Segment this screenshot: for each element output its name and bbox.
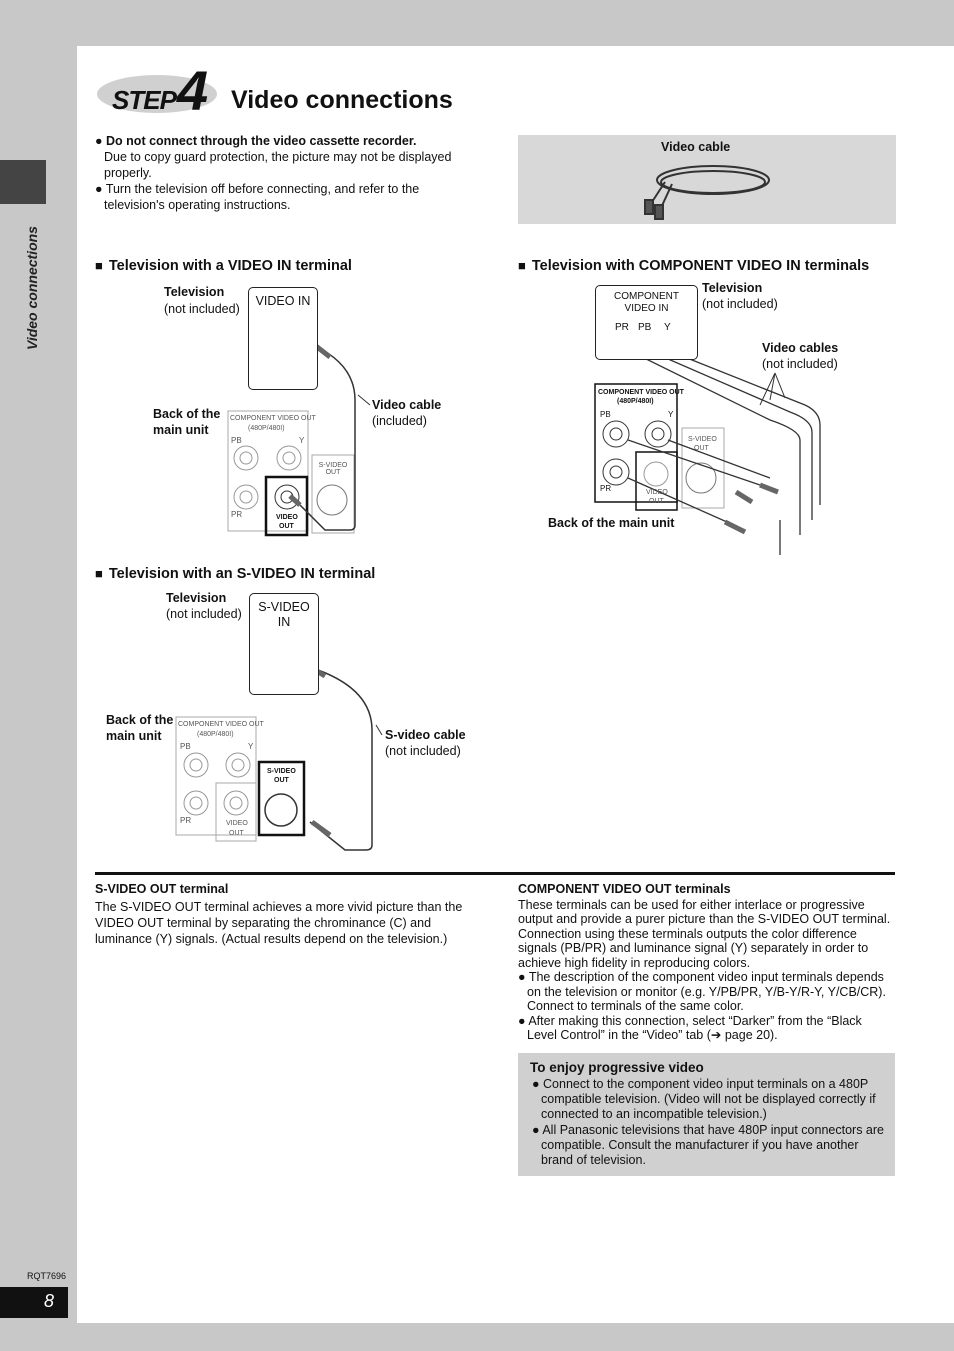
progressive-body [532,1077,886,1168]
sec2-video-2: OUT [649,498,664,505]
sec1-unit-label-2: main unit [153,423,209,437]
sec2-tv-pb: PB [638,322,652,333]
component-heading: COMPONENT VIDEO OUT terminals [518,882,731,896]
sec3-pr: PR [180,816,192,825]
sec1-tv-terminal: VIDEO IN [255,294,311,308]
sec2-y: Y [668,410,674,419]
sec2-tv-note: (not included) [702,297,778,311]
sec3-svideo-1: S-VIDEO [267,768,296,775]
svideo-column [95,882,480,947]
sec2-cables-note: (not included) [762,357,838,371]
progressive-bullet-1: ● Connect to the component video input terminals on a 480P compatible television. (Video will not be displayed correctly if connected to an incompatible television.) [532,1077,876,1121]
sec1-unit-label-1: Back of the [153,407,221,421]
sec2-cables-label: Video cables [762,341,839,355]
component-body: These terminals can be used for either interlace or progressive output and provide a purer picture than the S-VIDEO OUT terminal. Connection using these terminals outputs the color difference signals (PB/PR) and luminance signal (Y) separately in order to achieve high fidelity in reproducing colors. [518,897,891,970]
sec3-video-2: OUT [229,830,244,837]
page-number-box [0,1287,68,1318]
sec2-pr: PR [600,484,612,493]
component-bullet-2: ● After making this connection, select “Darker” from the “Black Level Control” in the “Video” tab (➔ page 20). [518,1013,862,1042]
sec3-panel-title: COMPONENT VIDEO OUT [178,721,264,728]
sec1-pr: PR [231,510,243,519]
svideo-heading: S-VIDEO OUT terminal [95,882,229,896]
step-word: STEP [112,85,176,115]
sec3-y: Y [248,742,254,751]
progressive-heading: To enjoy progressive video [530,1060,704,1075]
sec3-cable-note: (not included) [385,744,461,758]
sec1-panel-sub: (480P/480I) [248,425,285,432]
divider-rule [95,872,895,875]
sec3-tv-terminal-1: S-VIDEO [258,600,310,614]
progressive-bullet-2: ● All Panasonic televisions that have 480P input connectors are compatible. Consult the manufacturer if you have another brand of television. [532,1123,884,1167]
video-cable-label: Video cable [661,140,731,154]
sec3-tv [249,593,319,695]
sec2-pb: PB [600,410,611,419]
sec3-unit-label-1: Back of the [106,713,174,727]
sec3-heading: ■ Television with an S-VIDEO IN terminal [95,566,375,582]
sec3-unit-label-2: main unit [106,729,162,743]
cable-illustration [645,166,769,219]
sec2-panel-sub: (480P/480I) [617,398,654,405]
side-label: Video connections [24,226,40,350]
sec3-tv-terminal-2: IN [277,615,291,629]
document-code: RQT7696 [27,1271,67,1281]
sec3-video-1: VIDEO [226,820,248,827]
sec2-panel-title: COMPONENT VIDEO OUT [598,389,684,396]
sec3-svideo-2: OUT [274,777,289,784]
sec1-y: Y [299,436,305,445]
note-2: ● Turn the television off before connecting, and refer to the television's operating instructions. [95,182,420,212]
svideo-body: The S-VIDEO OUT terminal achieves a more vivid picture than the VIDEO OUT terminal by separating the chrominance (C) and luminance (Y) signals. (Actual results depend on the television.) [95,900,463,946]
sec1-tv-note: (not included) [164,302,240,316]
sec1-pb: PB [231,436,242,445]
sec2-tv-terminal-1: COMPONENT [614,291,679,302]
sec2-tv-pr: PR [615,322,629,333]
sec2-video-1: VIDEO [646,489,668,496]
sec3-tv-note: (not included) [166,607,242,621]
sec2-svideo-1: S-VIDEO [688,436,717,443]
sec2-tv-y: Y [664,322,671,333]
sec3-pb: PB [180,742,191,751]
sec1-cable-label: Video cable [372,398,442,412]
sec3-cable-label: S-video cable [385,728,466,742]
sec1-heading: ■ Television with a VIDEO IN terminal [95,258,352,274]
sec2-svideo-2: OUT [694,445,709,452]
sec2-tv-terminal-2: VIDEO IN [624,303,669,314]
component-bullet-1: ● The description of the component video input terminals depends on the television or monitor (e.g. Y/PB/PR, Y/B-Y/R-Y, Y/CB/CR). Connect to terminals of the same color. [518,970,886,1013]
sec2-unit-label: Back of the main unit [548,516,675,530]
page-title: Video connections [231,86,453,114]
page-number: 8 [44,1291,55,1311]
sec1-tv-label: Television [164,285,225,299]
sec1-video-out-1: VIDEO [276,514,298,521]
sec3-tv-label: Television [166,591,227,605]
progressive-box [518,1053,895,1176]
sec2-heading: ■ Television with COMPONENT VIDEO IN terminals [518,258,869,274]
step-number: 4 [177,59,209,122]
sec2-tv-label: Television [702,281,763,295]
sec3-panel-sub: (480P/480I) [197,731,234,738]
sec1-panel-title: COMPONENT VIDEO OUT [230,415,316,422]
sec1-cable-note: (included) [372,414,427,428]
sec1-tv [248,287,318,390]
sec1-svideo: S-VIDEO OUT [318,462,348,476]
sec1-video-out-2: OUT [279,523,294,530]
note-1: ● Do not connect through the video cassette recorder. Due to copy guard protection, the picture may not be displayed properly. [95,134,452,180]
component-column [518,882,895,1043]
